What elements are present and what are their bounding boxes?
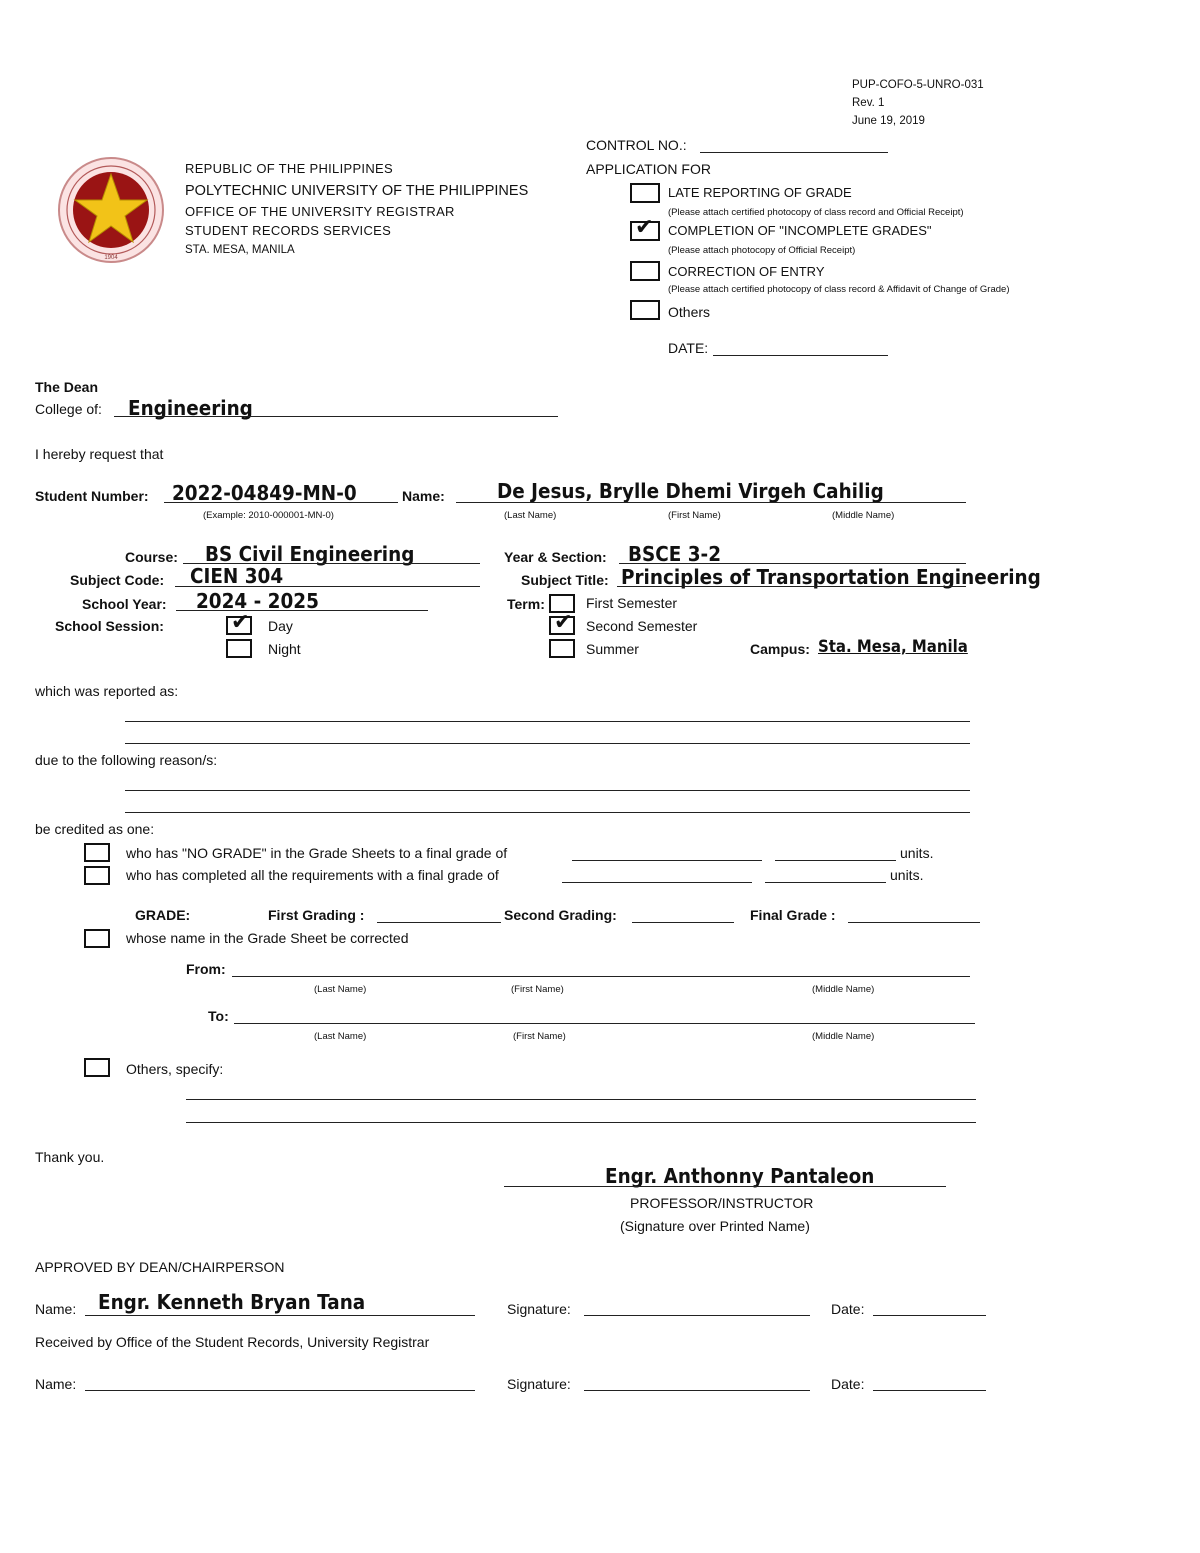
second-semester-checkbox[interactable] (549, 610, 575, 635)
seal-year: 1904 (104, 255, 118, 261)
course-label: Course: (125, 549, 178, 565)
application-date-field[interactable] (713, 355, 888, 356)
college-value: Engineering (128, 396, 253, 420)
night-session-label: Night (268, 641, 301, 657)
university-seal-icon (56, 156, 166, 264)
dean-name-value: Engr. Kenneth Bryan Tana (98, 1290, 366, 1314)
reason-label: due to the following reason/s: (35, 752, 218, 768)
school-year-label: School Year: (82, 596, 167, 612)
school-year-field[interactable] (176, 610, 428, 611)
late-reporting-checkbox[interactable] (630, 183, 660, 203)
registrar-name-label: Name: (35, 1376, 77, 1392)
summer-checkbox[interactable] (549, 639, 575, 658)
registrar-signature-field[interactable] (584, 1390, 810, 1391)
college-field[interactable] (114, 416, 558, 417)
dean-signature-label: Signature: (507, 1301, 571, 1317)
completion-label: COMPLETION OF "INCOMPLETE GRADES" (668, 223, 932, 238)
from-last-name-caption: (Last Name) (314, 984, 367, 995)
final-grade-field[interactable] (848, 922, 980, 923)
revision: Rev. 1 (852, 97, 885, 109)
from-first-name-caption: (First Name) (511, 984, 564, 995)
campus-value: Sta. Mesa, Manila (818, 637, 968, 657)
application-for-label: APPLICATION FOR (586, 161, 711, 177)
control-no-field[interactable] (700, 152, 888, 153)
last-name-caption: (Last Name) (504, 510, 557, 521)
late-reporting-label: LATE REPORTING OF GRADE (668, 185, 852, 200)
professor-title: PROFESSOR/INSTRUCTOR (630, 1195, 814, 1211)
dean-date-label: Date: (831, 1301, 865, 1317)
others-specify-checkbox[interactable] (84, 1058, 110, 1077)
registrar-date-field[interactable] (873, 1390, 986, 1391)
first-grading-label: First Grading : (268, 907, 365, 923)
correction-label: CORRECTION OF ENTRY (668, 264, 825, 279)
no-grade-checkbox[interactable] (84, 843, 110, 862)
reason-line-2[interactable] (125, 812, 970, 813)
registrar-signature-label: Signature: (507, 1376, 571, 1392)
completed-requirements-checkbox[interactable] (84, 866, 110, 885)
student-name-value: De Jesus, Brylle Dhemi Virgeh Cahilig (497, 479, 884, 503)
first-semester-label: First Semester (586, 595, 678, 611)
no-grade-label: who has "NO GRADE" in the Grade Sheets to a final grade of (126, 845, 508, 861)
no-grade-units-field[interactable] (775, 860, 896, 861)
university-name: POLYTECHNIC UNIVERSITY OF THE PHILIPPINES (185, 183, 529, 199)
credited-label: be credited as one: (35, 821, 155, 837)
course-value: BS Civil Engineering (205, 542, 415, 566)
to-last-name-caption: (Last Name) (314, 1031, 367, 1042)
subject-title-field[interactable] (617, 586, 966, 587)
others-specify-label: Others, specify: (126, 1061, 224, 1077)
year-section-value: BSCE 3-2 (628, 542, 722, 566)
middle-name-caption: (Middle Name) (832, 510, 895, 521)
final-grade-label: Final Grade : (750, 907, 836, 923)
student-name-field[interactable] (456, 502, 966, 503)
received-label: Received by Office of the Student Records, University Registrar (35, 1334, 430, 1350)
second-grading-label: Second Grading: (504, 907, 617, 923)
registrar-date-label: Date: (831, 1376, 865, 1392)
subject-title-value: Principles of Transportation Engineering (621, 565, 1041, 589)
second-grading-field[interactable] (632, 922, 734, 923)
control-no-label: CONTROL NO.: (586, 137, 687, 153)
day-session-label: Day (268, 618, 293, 634)
checkmark-icon: ✔ (554, 610, 573, 635)
dean-date-field[interactable] (873, 1315, 986, 1316)
from-name-field[interactable] (232, 976, 970, 977)
dean-name-field[interactable] (85, 1315, 475, 1316)
completed-final-grade-field[interactable] (562, 882, 752, 883)
school-year-value: 2024 - 2025 (196, 589, 319, 613)
night-session-checkbox[interactable] (226, 639, 252, 658)
completed-units-field[interactable] (765, 882, 886, 883)
others-specify-line-1[interactable] (186, 1099, 976, 1100)
to-name-field[interactable] (234, 1023, 975, 1024)
application-date-label: DATE: (668, 340, 709, 356)
others-specify-line-2[interactable] (186, 1122, 976, 1123)
others-application-checkbox[interactable] (630, 300, 660, 320)
address: STA. MESA, MANILA (185, 244, 295, 256)
year-section-label: Year & Section: (504, 549, 607, 565)
grade-label: GRADE: (135, 907, 191, 923)
approved-label: APPROVED BY DEAN/CHAIRPERSON (35, 1259, 285, 1275)
student-number-example: (Example: 2010-000001-MN-0) (203, 510, 334, 521)
signature-caption: (Signature over Printed Name) (620, 1218, 810, 1234)
school-session-label: School Session: (55, 618, 164, 634)
no-grade-units-label: units. (900, 845, 934, 861)
dean-signature-field[interactable] (584, 1315, 810, 1316)
student-number-value: 2022-04849-MN-0 (172, 481, 357, 505)
late-reporting-note: (Please attach certified photocopy of class record and Official Receipt) (668, 207, 964, 218)
services-name: STUDENT RECORDS SERVICES (185, 223, 392, 238)
document-code: PUP-COFO-5-UNRO-031 (852, 79, 984, 91)
campus-label: Campus: (750, 641, 810, 657)
year-section-field[interactable] (619, 563, 966, 564)
checkmark-icon: ✔ (635, 215, 654, 240)
student-number-label: Student Number: (35, 488, 149, 504)
correction-note: (Please attach certified photocopy of class record & Affidavit of Change of Grade) (668, 284, 1010, 295)
thank-you: Thank you. (35, 1149, 105, 1165)
day-session-checkbox[interactable] (226, 610, 252, 635)
first-grading-field[interactable] (377, 922, 501, 923)
completion-note: (Please attach photocopy of Official Receipt) (668, 245, 856, 256)
dean-label: The Dean (35, 379, 99, 395)
reported-as-line-2[interactable] (125, 743, 970, 744)
professor-signature-field[interactable] (504, 1186, 946, 1187)
registrar-name-field[interactable] (85, 1390, 475, 1391)
revision-date: June 19, 2019 (852, 115, 925, 127)
first-name-caption: (First Name) (668, 510, 721, 521)
summer-label: Summer (586, 641, 639, 657)
no-grade-final-grade-field[interactable] (572, 860, 762, 861)
completion-checkbox[interactable] (630, 215, 660, 241)
completed-requirements-label: who has completed all the requirements with a final grade of (126, 867, 499, 883)
completed-units-label: units. (890, 867, 924, 883)
from-middle-name-caption: (Middle Name) (812, 984, 875, 995)
reported-as-label: which was reported as: (35, 683, 179, 699)
republic-label: REPUBLIC OF THE PHILIPPINES (185, 161, 393, 176)
to-middle-name-caption: (Middle Name) (812, 1031, 875, 1042)
name-correction-checkbox[interactable] (84, 929, 110, 948)
from-label: From: (186, 961, 226, 977)
to-first-name-caption: (First Name) (513, 1031, 566, 1042)
college-label: College of: (35, 401, 102, 417)
dean-name-label: Name: (35, 1301, 77, 1317)
office-name: OFFICE OF THE UNIVERSITY REGISTRAR (185, 204, 455, 219)
reason-line-1[interactable] (125, 790, 970, 791)
others-application-label: Others (668, 304, 711, 320)
to-label: To: (208, 1008, 229, 1024)
subject-code-value: CIEN 304 (190, 564, 284, 588)
term-label: Term: (507, 596, 545, 612)
name-label: Name: (402, 488, 445, 504)
request-intro: I hereby request that (35, 446, 164, 462)
checkmark-icon: ✔ (231, 610, 250, 635)
name-correction-label: whose name in the Grade Sheet be corrected (126, 930, 409, 946)
reported-as-line-1[interactable] (125, 721, 970, 722)
professor-name: Engr. Anthonny Pantaleon (605, 1164, 875, 1188)
subject-title-label: Subject Title: (521, 572, 609, 588)
second-semester-label: Second Semester (586, 618, 698, 634)
subject-code-label: Subject Code: (70, 572, 165, 588)
subject-code-field[interactable] (175, 586, 480, 587)
correction-checkbox[interactable] (630, 261, 660, 281)
student-number-field[interactable] (164, 502, 398, 503)
